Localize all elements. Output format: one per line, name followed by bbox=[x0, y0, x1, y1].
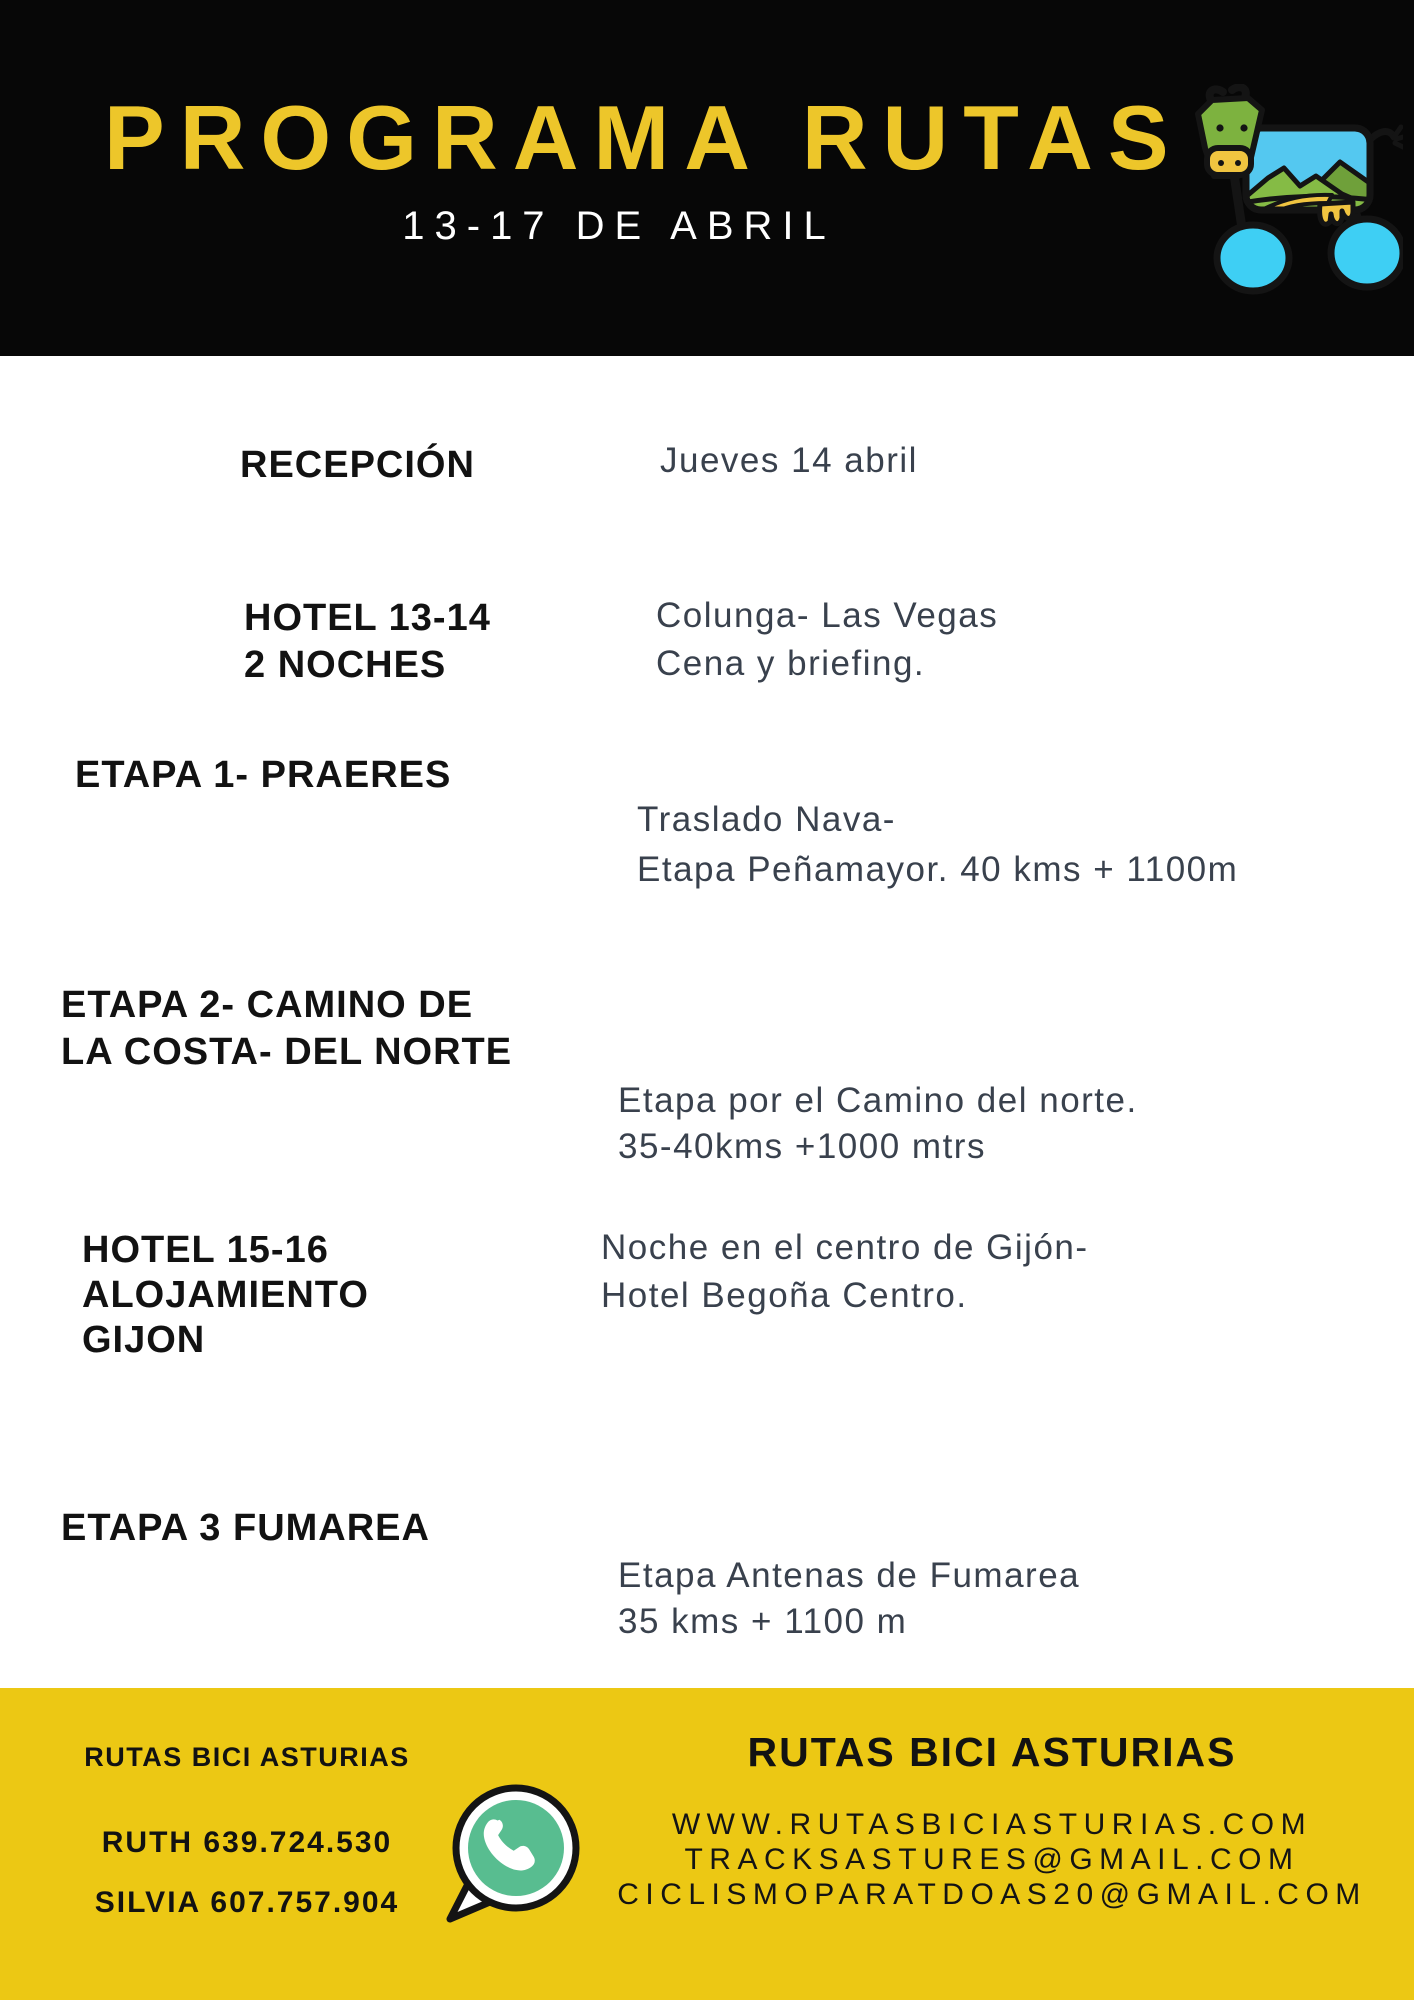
description-line: Etapa Peñamayor. 40 kms + 1100m bbox=[637, 850, 1239, 889]
cow-on-wheels-logo bbox=[1192, 84, 1403, 296]
row-label-etapa-2 bbox=[61, 982, 512, 1076]
row-desc-hotel-15-16 bbox=[601, 1224, 1089, 1320]
footer-website: WWW.RUTASBICIASTURIAS.COM bbox=[671, 1808, 1313, 1841]
footer-email-1: TRACKSASTURES@GMAIL.COM bbox=[684, 1843, 1300, 1876]
footer-band bbox=[0, 1688, 1414, 2000]
description-line: Noche en el centro de Gijón- bbox=[601, 1228, 1089, 1267]
row-desc-etapa-3 bbox=[618, 1553, 1080, 1645]
label-line: ALOJAMIENTO bbox=[82, 1274, 369, 1316]
row-desc-hotel-13-14 bbox=[656, 592, 998, 688]
footer-contact-block bbox=[0, 1688, 494, 2000]
description-line: Cena y briefing. bbox=[656, 644, 926, 683]
row-label-recepcion bbox=[240, 442, 475, 489]
row-label-hotel-15-16 bbox=[82, 1228, 369, 1363]
row-desc-etapa-2 bbox=[618, 1078, 1138, 1170]
description-line: Traslado Nava- bbox=[637, 800, 896, 839]
header-band bbox=[0, 0, 1414, 356]
description-line: Etapa por el Camino del norte. bbox=[618, 1081, 1138, 1120]
description-line: Etapa Antenas de Fumarea bbox=[618, 1556, 1081, 1595]
page-title: PROGRAMA RUTAS bbox=[104, 88, 1184, 189]
label-line: ETAPA 2- CAMINO DE bbox=[61, 984, 474, 1026]
footer-links-block bbox=[570, 1688, 1414, 2000]
row-desc-recepcion bbox=[660, 437, 918, 485]
label-line: HOTEL 15-16 bbox=[82, 1229, 329, 1271]
row-label-etapa-1 bbox=[75, 752, 451, 799]
footer-left-brand: RUTAS BICI ASTURIAS bbox=[84, 1742, 410, 1772]
label-line: ETAPA 3 FUMAREA bbox=[61, 1507, 430, 1549]
cow-on-wheels-icon bbox=[1192, 84, 1403, 296]
description-line: Hotel Begoña Centro. bbox=[601, 1276, 968, 1315]
footer-email-2: CICLISMOPARATDOAS20@GMAIL.COM bbox=[617, 1878, 1367, 1911]
label-line: GIJON bbox=[82, 1319, 206, 1361]
label-line: 2 NOCHES bbox=[244, 644, 447, 686]
description-line: Jueves 14 abril bbox=[660, 441, 918, 480]
row-label-etapa-3 bbox=[61, 1505, 430, 1552]
label-line: RECEPCIÓN bbox=[240, 444, 475, 486]
row-desc-etapa-1 bbox=[637, 795, 1238, 895]
description-line: Colunga- Las Vegas bbox=[656, 596, 999, 635]
footer-right-brand: RUTAS BICI ASTURIAS bbox=[747, 1729, 1237, 1775]
page-subtitle: 13-17 DE ABRIL bbox=[402, 204, 836, 248]
row-label-hotel-13-14 bbox=[244, 595, 491, 689]
contact-silvia-phone: SILVIA 607.757.904 bbox=[94, 1886, 400, 1919]
label-line: LA COSTA- DEL NORTE bbox=[61, 1031, 513, 1073]
description-line: 35-40kms +1000 mtrs bbox=[618, 1127, 986, 1166]
whatsapp-icon bbox=[437, 1778, 587, 1930]
label-line: HOTEL 13-14 bbox=[244, 597, 491, 639]
label-line: ETAPA 1- PRAERES bbox=[75, 754, 452, 796]
contact-ruth-phone: RUTH 639.724.530 bbox=[101, 1826, 393, 1859]
description-line: 35 kms + 1100 m bbox=[618, 1602, 908, 1641]
